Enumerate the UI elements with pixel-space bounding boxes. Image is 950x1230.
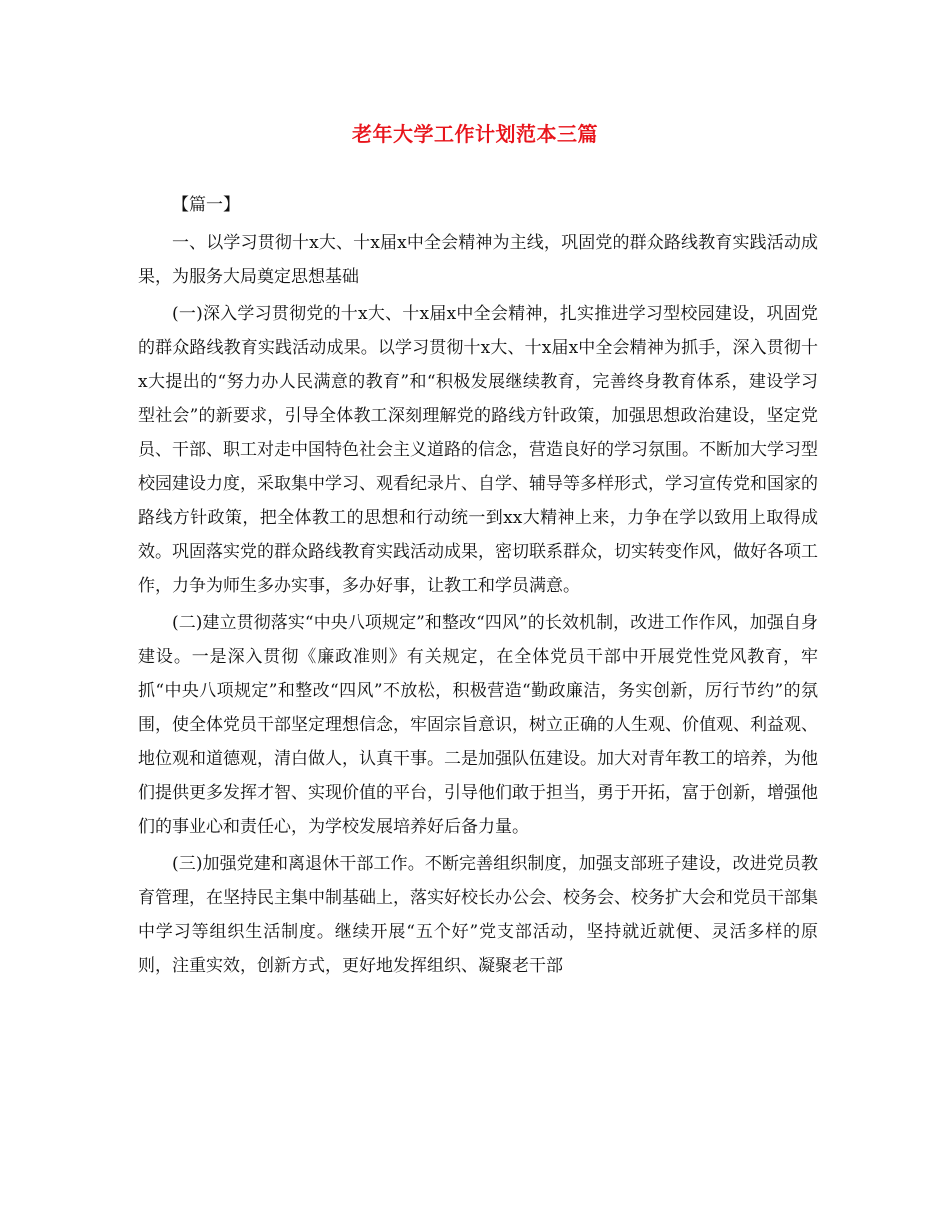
paragraph-heading-one: 一、以学习贯彻十x大、十x届x中全会精神为主线，巩固党的群众路线教育实践活动成果，为服务大局奠定思想基础 <box>138 233 818 287</box>
section-label: 【篇一】 <box>172 195 240 215</box>
paragraph-item-one: (一)深入学习贯彻党的十x大、十x届x中全会精神，扎实推进学习型校园建设，巩固党的群众路线教育实践活动成果。以学习贯彻十x大、十x届x中全会精神为抓手，深入贯彻十x大提出的“努力办人民满意的教育”和“积极发展继续教育，完善终身教育体系，建设学习型社会”的新要求，引导全体教工深刻理解党的路线方针政策，加强思想政治建设，坚定党员、干部、职工对走中国特色社会主义道路的信念，营造良好的学习氛围。不断加大学习型校园建设力度，采取集中学习、观看纪录片、自学、辅导等多样形式，学习宣传党和国家的路线方针政策，把全体教工的思想和行动统一到xx大精神上来，力争在学以致用上取得成效。巩固落实党的群众路线教育实践活动成果，密切联系群众，切实转变作风，做好各项工作，力争为师生多办实事，多办好事，让教工和学员满意。 <box>138 304 818 596</box>
document-title: 老年大学工作计划范本三篇 <box>352 122 598 146</box>
paragraph-item-three: (三)加强党建和离退休干部工作。不断完善组织制度，加强支部班子建设，改进党员教育管理，在坚持民主集中制基础上，落实好校长办公会、校务会、校务扩大会和党员干部集中学习等组织生活制度。继续开展“五个好”党支部活动，坚持就近就便、灵活多样的原则，注重实效，创新方式，更好地发挥组织、凝聚老干部 <box>138 854 818 976</box>
document-body <box>138 188 818 983</box>
paragraph-item-two: (二)建立贯彻落实“中央八项规定”和整改“四风”的长效机制，改进工作作风，加强自身建设。一是深入贯彻《廉政准则》有关规定，在全体党员干部中开展党性党风教育，牢抓“中央八项规定”和整改“四风”不放松，积极营造“勤政廉洁，务实创新，厉行节约”的氛围，使全体党员干部坚定理想信念，牢固宗旨意识，树立正确的人生观、价值观、利益观、地位观和道德观，清白做人，认真干事。二是加强队伍建设。加大对青年教工的培养，为他们提供更多发挥才智、实现价值的平台，引导他们敢于担当，勇于开拓，富于创新，增强他们的事业心和责任心，为学校发展培养好后备力量。 <box>138 613 818 837</box>
